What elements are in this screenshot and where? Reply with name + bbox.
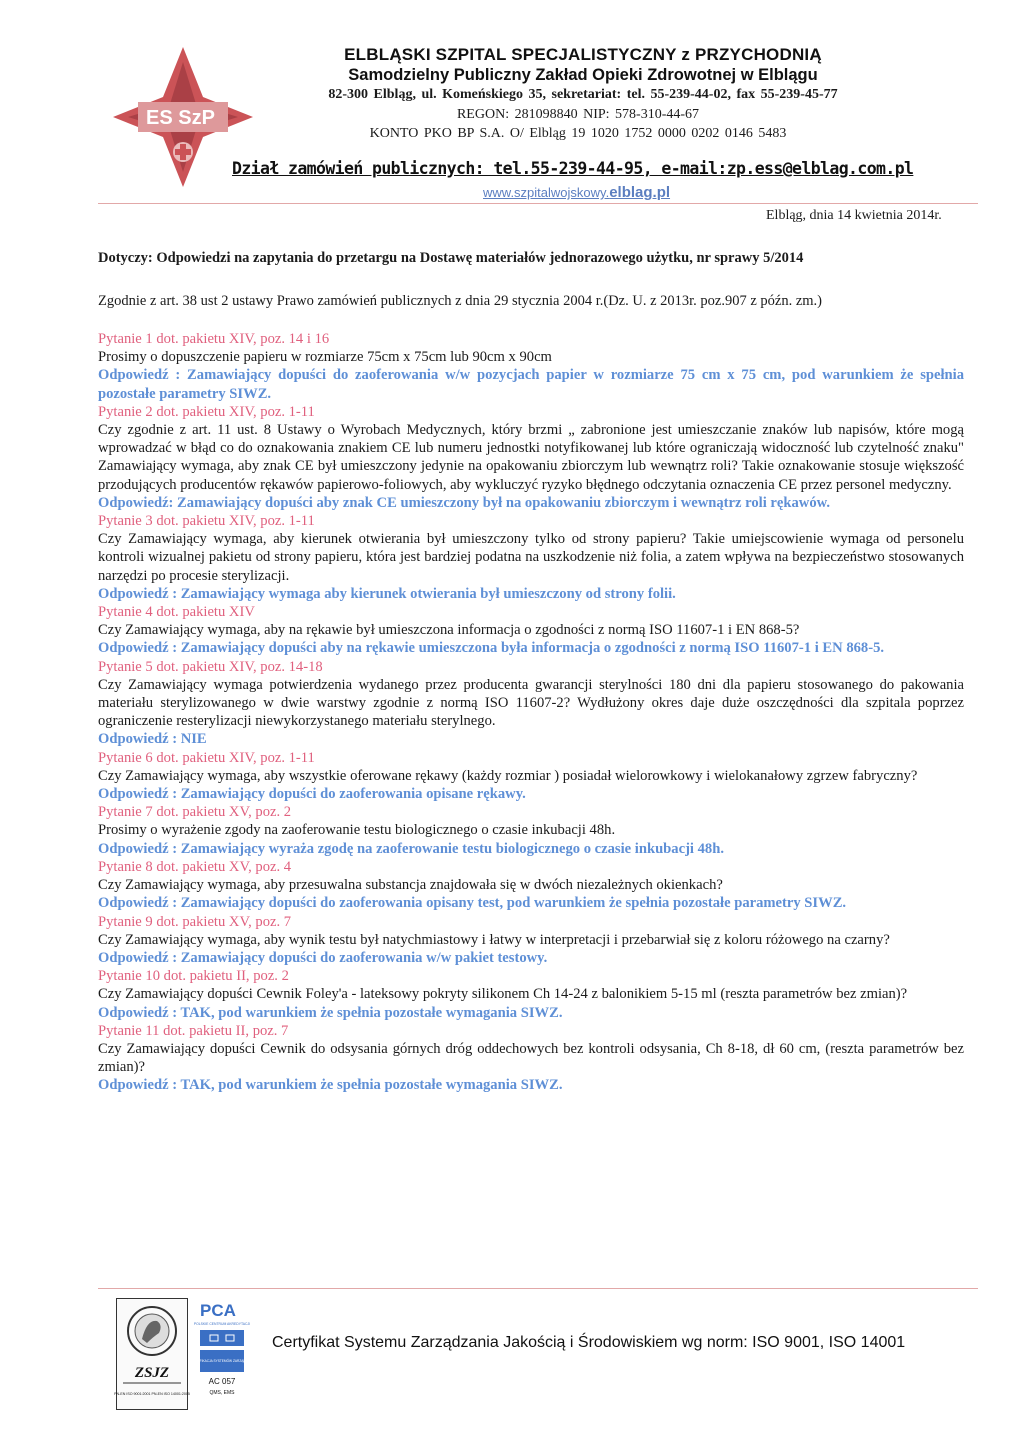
pca-accreditation-logo [188, 1298, 256, 1408]
qa-item-4 [98, 603, 964, 658]
zsjz-certificate-logo [116, 1298, 188, 1410]
answer-text: Odpowiedź : Zamawiający wyraża zgodę na zaoferowanie testu biologicznego o czasie inkubacji 48h. [98, 840, 724, 857]
svg-text:QMS, EMS: QMS, EMS [209, 1390, 235, 1396]
qa-item-11 [98, 1022, 964, 1095]
question-heading: Pytanie 2 dot. pakietu XIV, poz. 1-11 [98, 403, 315, 420]
website-link[interactable]: www.szpitalwojskowy.elblag.pl [483, 184, 671, 201]
qa-item-10 [98, 967, 964, 1022]
question-heading: Pytanie 7 dot. pakietu XV, poz. 2 [98, 804, 292, 821]
answer-text: Odpowiedź: Zamawiający dopuści aby znak CE umieszczony był na opakowaniu zbiorczym i wewnątrz roli rękawów. [98, 494, 831, 511]
question-text: Czy zgodnie z art. 11 ust. 8 Ustawy o Wyrobach Medycznych, który brzmi „ zabronione jest umieszczanie znaków lub napisów, które mogą wprowadzać w błąd co do oznakowania znakiem CE lub numeru jednostki notyfikowanej lub które ograniczają widoczność lub czytelność znaku" Zamawiający wymaga, aby znak CE był umieszczony jedynie na opakowaniu zbiorczym lub wewnątrz roli? Takie oznakowanie stosuje większość przodujących producentów rękawów papierowo-foliowych, aby wykluczyć ryzyko błędnego odczytania oznaczenia CE przez personel medyczny. [98, 422, 964, 493]
qa-item-6 [98, 749, 964, 804]
qa-item-3 [98, 512, 964, 603]
qa-item-7 [98, 803, 964, 858]
eagle-emblem-icon [114, 1299, 190, 1409]
header-divider [98, 203, 978, 204]
question-text: Czy Zamawiający wymaga, aby na rękawie był umieszczona informacja o zgodności z normą ISO 11607-1 i EN 868-5? [98, 622, 800, 639]
answer-text: Odpowiedź : Zamawiający dopuści do zaoferowania w/w pakiet testowy. [98, 949, 548, 966]
qa-item-5 [98, 658, 964, 749]
org-name: ELBLĄSKI SZPITAL SPECJALISTYCZNY z PRZYCHODNIĄ [344, 45, 822, 64]
question-text: Prosimy o wyrażenie zgody na zaoferowanie testu biologicznego o czasie inkubacji 48h. [98, 822, 616, 839]
answer-text: Odpowiedź : Zamawiający dopuści do zaoferowania opisany test, pod warunkiem że spełnia pozostałe parametry SIWZ. [98, 895, 847, 912]
question-heading: Pytanie 11 dot. pakietu II, poz. 7 [98, 1022, 289, 1039]
question-heading: Pytanie 8 dot. pakietu XV, poz. 4 [98, 858, 292, 875]
questions-answers [98, 330, 964, 1095]
question-heading: Pytanie 3 dot. pakietu XIV, poz. 1-11 [98, 513, 315, 530]
question-text: Czy Zamawiający dopuści Cewnik Foley'a - lateksowy pokryty silikonem Ch 14-24 z balonikiem 5-15 ml (reszta parametrów bez zmian)? [98, 986, 908, 1003]
qa-item-8 [98, 858, 964, 913]
answer-text: Odpowiedź : Zamawiający wymaga aby kierunek otwierania był umieszczony od strony folii. [98, 585, 676, 602]
org-address: 82-300 Elbląg, ul. Komeńskiego 35, sekretariat: tel. 55-239-44-02, fax 55-239-45-77 [328, 87, 838, 102]
svg-text:AC 057: AC 057 [208, 1377, 236, 1386]
question-heading: Pytanie 9 dot. pakietu XV, poz. 7 [98, 913, 292, 930]
letterhead-text [98, 44, 978, 143]
qa-item-1 [98, 330, 964, 403]
question-text: Prosimy o dopuszczenie papieru w rozmiarze 75cm x 75cm lub 90cm x 90cm [98, 349, 552, 366]
answer-text: Odpowiedź : TAK, pod warunkiem że spełnia pozostałe wymagania SIWZ. [98, 1004, 563, 1021]
svg-text:ZSJZ: ZSJZ [134, 1365, 170, 1381]
certification-statement: Certyfikat Systemu Zarządzania Jakością i Środowiskiem wg norm: ISO 9001, ISO 14001 [272, 1334, 906, 1351]
question-heading: Pytanie 5 dot. pakietu XIV, poz. 14-18 [98, 658, 323, 675]
svg-text:POLSKIE CENTRUM AKREDYTACJI: POLSKIE CENTRUM AKREDYTACJI [193, 1322, 251, 1326]
legal-basis: Zgodnie z art. 38 ust 2 ustawy Prawo zamówień publicznych z dnia 29 stycznia 2004 r.(Dz. U. z 2013r. poz.907 z późn. zm.) [98, 293, 823, 309]
subject-line: Dotyczy: Odpowiedzi na zapytania do przetargu na Dostawę materiałów jednorazowego użytku, nr sprawy 5/2014 [98, 250, 804, 266]
svg-text:PN-EN ISO 9001:2001 PN-EN ISO: PN-EN ISO 9001:2001 PN-EN ISO 14001:2005 [114, 1392, 190, 1396]
question-text: Czy Zamawiający wymaga, aby kierunek otwierania był umieszczony tylko od strony papieru? Takie umiejscowienie wymaga od personelu kontroli wizualnej pakietu od strony papieru, która jest bardziej podatna na uszkodzenie niż folia, a zatem wpływa na bezpieczeństwo stosowanych narzędzi po procesie sterylizacji. [98, 531, 964, 584]
answer-text: Odpowiedź : Zamawiający dopuści do zaoferowania opisane rękawy. [98, 786, 526, 803]
svg-text:CERTYFIKACJA SYSTEMÓW ZARZĄDZA: CERTYFIKACJA SYSTEMÓW ZARZĄDZANIA [188, 1359, 256, 1363]
pca-badge-icon [188, 1298, 256, 1408]
question-heading: Pytanie 1 dot. pakietu XIV, poz. 14 i 16 [98, 331, 330, 347]
question-heading: Pytanie 4 dot. pakietu XIV [98, 604, 255, 621]
question-text: Czy Zamawiający dopuści Cewnik do odsysania górnych dróg oddechowych bez kontroli odsysania, Ch 8-18, dł 60 cm, (reszta parametrów bez zmian)? [98, 1040, 964, 1076]
answer-text: Odpowiedź : TAK, pod warunkiem że spełnia pozostałe wymagania SIWZ. [98, 1077, 563, 1094]
org-bank-account: KONTO PKO BP S.A. O/ Elbląg 19 1020 1752 0000 0202 0146 5483 [369, 126, 787, 141]
org-regon-nip: REGON: 281098840 NIP: 578-310-44-67 [456, 107, 700, 122]
answer-text: Odpowiedź : Zamawiający dopuści aby na rękawie umieszczona była informacja o zgodności z normą ISO 11607-1 i EN 868-5. [98, 640, 885, 657]
document-date: Elbląg, dnia 14 kwietnia 2014r. [766, 208, 942, 223]
procurement-contact[interactable]: Dział zamówień publicznych: tel.55-239-44-95, e-mail:zp.ess@elblag.com.pl [232, 159, 914, 178]
answer-text: Odpowiedź : Zamawiający dopuści do zaoferowania w/w pozycjach papier w rozmiarze 75 cm x 75 cm, pod warunkiem że spełnia pozostałe parametry SIWZ. [98, 367, 964, 402]
answer-text: Odpowiedź : NIE [98, 731, 207, 748]
question-text: Czy Zamawiający wymaga, aby wynik testu był natychmiastowy i łatwy w interpretacji i przebarwiał się z koloru różowego na czarny? [98, 931, 890, 948]
question-heading: Pytanie 6 dot. pakietu XIV, poz. 1-11 [98, 749, 315, 766]
qa-item-9 [98, 913, 964, 968]
question-text: Czy Zamawiający wymaga potwierdzenia wydanego przez producenta gwarancji sterylności 180 dni dla papieru stosowanego do pakowania materiału sterylizowanego w dwie warstwy zgodnie z normą ISO 11607-2? Wydłużony okres daje duże oszczędności dla szpitala poprzez ograniczenie resterylizacji niewykorzystanego materiału sterylnego. [98, 676, 964, 730]
svg-text:ES SzP: ES SzP [146, 107, 215, 129]
org-subtitle: Samodzielny Publiczny Zakład Opieki Zdrowotnej w Elblągu [348, 66, 818, 84]
question-text: Czy Zamawiający wymaga, aby przesuwalna substancja znajdowała się w dwóch niezależnych okienkach? [98, 877, 723, 894]
footer-divider [98, 1288, 978, 1289]
qa-item-2 [98, 403, 964, 512]
question-heading: Pytanie 10 dot. pakietu II, poz. 2 [98, 968, 289, 985]
question-text: Czy Zamawiający wymaga, aby wszystkie oferowane rękawy (każdy rozmiar ) posiadał wielorowkowy i wielokanałowy zgrzew fabryczny? [98, 767, 918, 784]
svg-text:PCA: PCA [200, 1301, 236, 1320]
letterhead [98, 28, 978, 208]
